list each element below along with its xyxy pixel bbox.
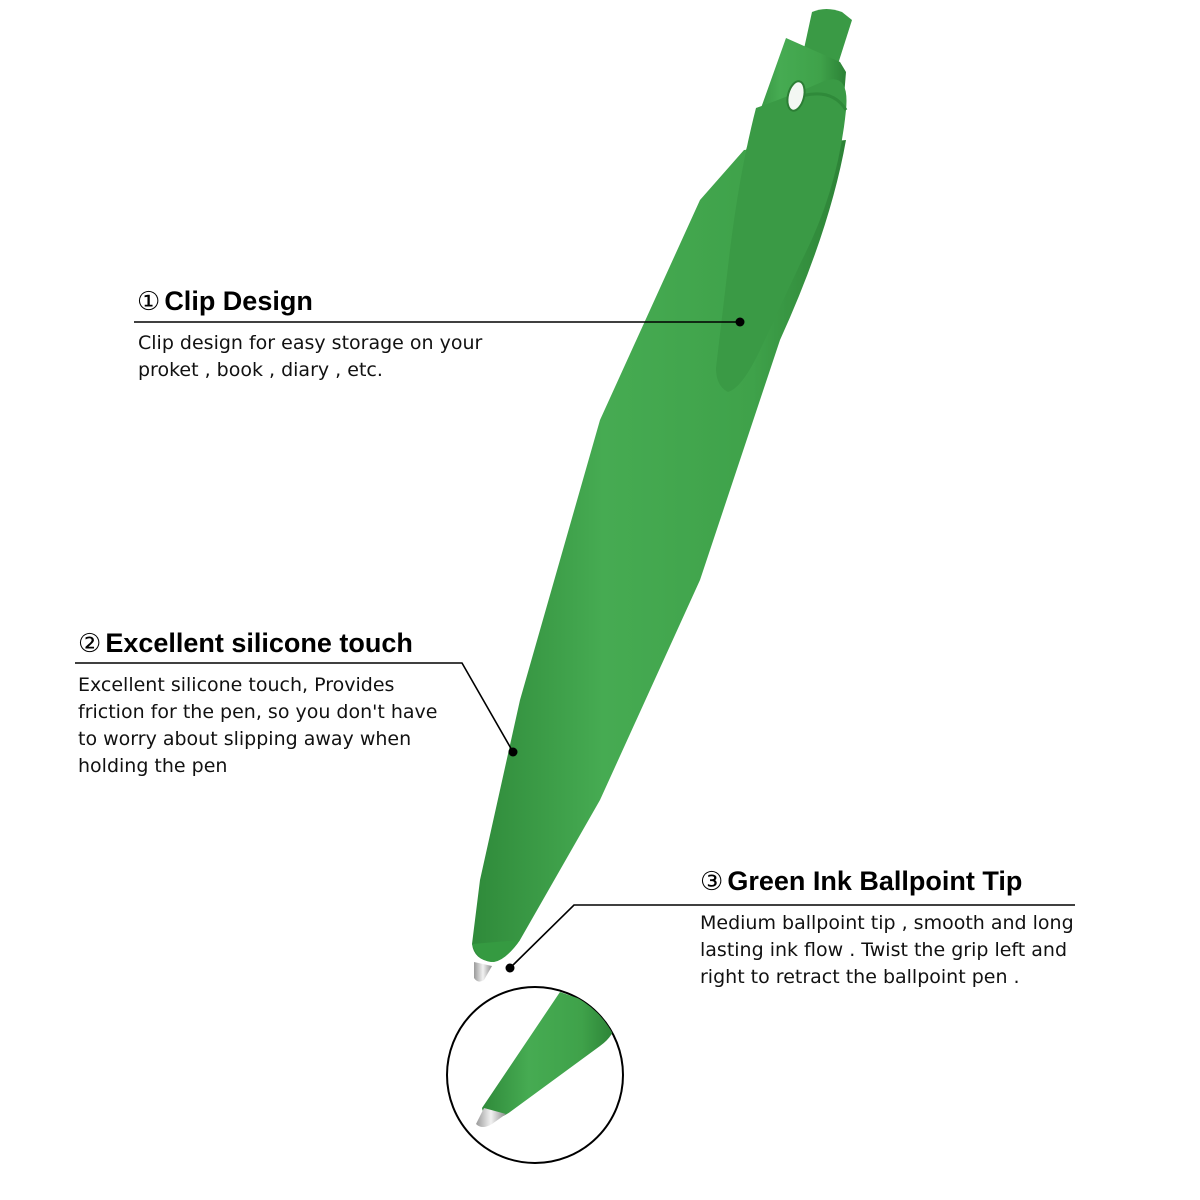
feature-description-clip-design: Clip design for easy storage on your proket , book , diary , etc.: [138, 332, 483, 381]
feature-title-text-1: Clip Design: [164, 286, 313, 316]
pen-ballpoint-tip: [474, 962, 492, 982]
feature-title-clip-design: [137, 284, 313, 319]
feature-title-text-2: Excellent silicone touch: [105, 628, 413, 658]
feature-description-silicone-touch: Excellent silicone touch, Provides friction for the pen, so you don't have to worry about slipping away when holding the pen: [78, 674, 438, 777]
feature-title-text-3: Green Ink Ballpoint Tip: [727, 866, 1023, 896]
feature-title-silicone-touch: [78, 626, 413, 661]
feature-number-1: ①: [137, 287, 161, 317]
feature-title-ballpoint-tip: [700, 864, 1022, 899]
pen-clip: [716, 79, 847, 392]
feature-number-3: ③: [700, 867, 724, 897]
feature-number-2: ②: [78, 629, 102, 659]
tip-zoom-inset: [447, 987, 623, 1163]
feature-description-ballpoint-tip: Medium ballpoint tip , smooth and long lasting ink flow . Twist the grip left and right to retract the ballpoint pen .: [700, 912, 1074, 988]
